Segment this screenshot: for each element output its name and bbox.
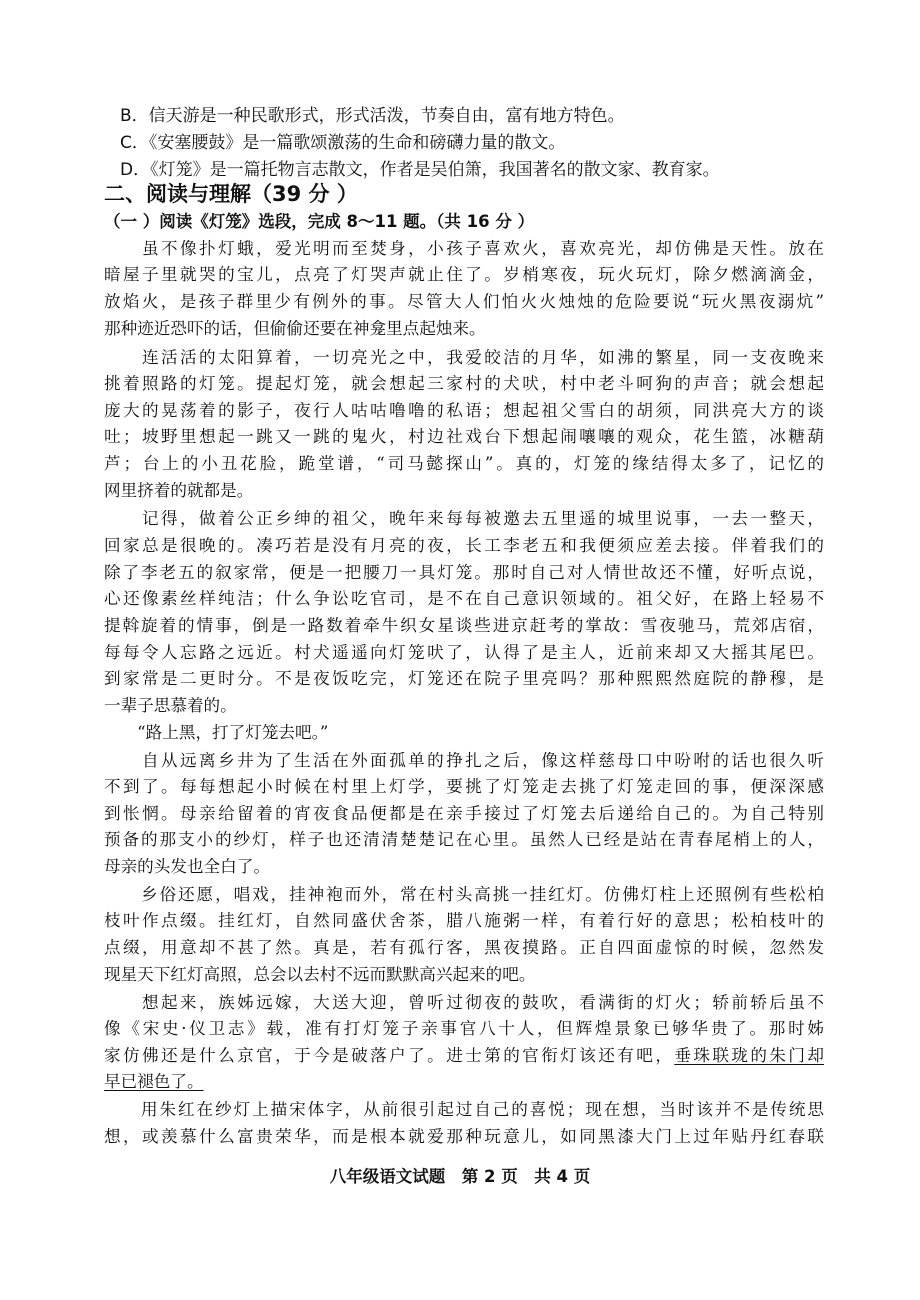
passage-line: 乡俗还愿，唱戏，挂神袍而外，常在村头高挑一挂红灯。仿佛灯柱上还照例有些松柏 bbox=[104, 885, 824, 904]
passage-line: 用朱红在纱灯上描宋体字，从前很引起过自己的喜悦；现在想，当时该并不是传统思 bbox=[104, 1100, 824, 1119]
passage-line: 放焰火，是孩子群里少有例外的事。尽管大人们怕火火烛烛的危险要说“玩火黑夜溺炕” bbox=[104, 292, 824, 311]
passage-line: 点缀，用意却不甚了然。真是，若有孤行客，黑夜摸路。正自四面虚惊的时候，忽然发 bbox=[104, 938, 824, 957]
passage-line: 挑着照路的灯笼。提起灯笼，就会想起三家村的犬吠，村中老斗呵狗的声音；就会想起 bbox=[104, 374, 824, 393]
passage-line: 连活活的太阳算着，一切亮光之中，我爱皎洁的月华，如沸的繁星，同一支夜晚来 bbox=[104, 348, 824, 367]
section-title: 二、阅读与理解（39 分 ） bbox=[104, 182, 358, 206]
passage-line bbox=[104, 1069, 824, 1095]
subsection-title: （一 ）阅读《灯笼》选段，完成 8～11 题。（共 16 分 ） bbox=[104, 212, 535, 231]
passage-line: 每每令人忘路之远近。村犬遥遥向灯笼吠了，认得了是主人，近前来却又大摇其尾巴。 bbox=[104, 643, 824, 662]
passage-line bbox=[104, 1043, 824, 1069]
passage-line: 那种迹近恐吓的话，但偷偷还要在神龛里点起烛来。 bbox=[104, 319, 486, 338]
passage-line: 一辈子思慕着的。 bbox=[104, 696, 237, 715]
passage-line: 虽不像扑灯蛾，爱光明而至焚身，小孩子喜欢火，喜欢亮光，却仿佛是天性。放在 bbox=[104, 239, 824, 258]
passage-line: 到家常是二更时分。不是夜饭吃完，灯笼还在院子里亮吗？那种熙熙然庭院的静穆，是 bbox=[104, 669, 824, 688]
passage-line: “路上黑，打了灯笼去吧。” bbox=[104, 723, 329, 742]
passage-line: 母亲的头发也全白了。 bbox=[104, 857, 270, 876]
passage-line: 自从远离乡井为了生活在外面孤单的挣扎之后，像这样慈母口中吩咐的话也很久听 bbox=[104, 751, 824, 770]
passage-line: 暗屋子里就哭的宝儿，点亮了灯哭声就止住了。岁梢寒夜，玩火玩灯，除夕燃滴滴金， bbox=[104, 265, 824, 284]
passage-line: 回家总是很晚的。凑巧若是没有月亮的夜，长工李老五和我便须应差去接。伴着我们的 bbox=[104, 536, 824, 555]
underlined-phrase-end: 早已褪色了。 bbox=[104, 1072, 204, 1091]
passage-line: 庞大的晃荡着的影子，夜行人咕咕噜噜的私语；想起祖父雪白的胡须，同洪亮大方的谈 bbox=[104, 401, 824, 420]
passage-line: 枝叶作点缀。挂红灯，自然同盛伏舍茶，腊八施粥一样，有着行好的意思；松柏枝叶的 bbox=[104, 911, 824, 930]
passage-line: 预备的那支小的纱灯，样子也还清清楚楚记在心里。虽然人已经是站在青春尾梢上的人， bbox=[104, 830, 824, 849]
passage-line: 提斡旋着的情事，倒是一路数着牵牛织女星谈些进京赶考的掌故：雪夜驰马，荒郊店宿， bbox=[104, 616, 824, 635]
passage-line: 不到了。每每想起小时候在村里上灯学，要挑了灯笼走去挑了灯笼走回的事，便深深感 bbox=[104, 777, 824, 796]
option-b: B．信天游是一种民歌形式，形式活泼，节奏自由，富有地方特色。 bbox=[120, 106, 625, 126]
passage-line: 除了李老五的叙家常，便是一把腰刀一具灯笼。那时自己对人情世故还不懂，好听点说， bbox=[104, 563, 824, 582]
passage-line: 现星天下红灯高照，总会以去村不远而默默高兴起来的吧。 bbox=[104, 965, 536, 984]
passage-line: 像《宋史·仪卫志》载，准有打灯笼子亲事官八十人，但辉煌景象已够华贵了。那时姊 bbox=[104, 1019, 824, 1038]
passage-line: 吐；坡野里想起一跳又一跳的鬼火，村边社戏台下想起闹嚷嚷的观众，花生篮，冰糖葫 bbox=[104, 427, 824, 446]
passage-line: 想，或羡慕什么富贵荣华，而是根本就爱那种玩意儿，如同黑漆大门上过年贴丹红春联 bbox=[104, 1127, 824, 1146]
passage-line: 心还像素丝样纯洁；什么争讼吃官司，是不在自己意识领域的。祖父好，在路上轻易不 bbox=[104, 589, 824, 608]
passage-line: 网里挤着的就都是。 bbox=[104, 481, 254, 500]
passage-line: 想起来，族姊远嫁，大送大迎，曾听过彻夜的鼓吹，看满街的灯火；轿前轿后虽不 bbox=[104, 993, 824, 1012]
option-c: C．《安塞腰鼓》是一篇歌颂激荡的生命和磅礴力量的散文。 bbox=[120, 133, 566, 153]
passage-line-text: 家仿佛还是什么京官，于今是破落户了。进士第的官衔灯该还有吧， bbox=[104, 1046, 675, 1065]
passage-line: 到怅惘。母亲给留着的宵夜食品便都是在亲手接过了灯笼去后递给自己的。为自己特别 bbox=[104, 804, 824, 823]
passage-line: 芦；台上的小丑花脸，跪堂谱，“司马懿探山”。真的，灯笼的缘结得太多了，记忆的 bbox=[104, 454, 824, 473]
underlined-phrase: 垂珠联珑的朱门却 bbox=[674, 1046, 824, 1065]
option-d: D．《灯笼》是一篇托物言志散文，作者是吴伯箫，我国著名的散文家、教育家。 bbox=[120, 160, 720, 180]
page-footer: 八年级语文试题 第 2 页 共 4 页 bbox=[329, 1167, 591, 1186]
passage-line: 记得，做着公正乡绅的祖父，晚年来每每被邀去五里遥的城里说事，一去一整天， bbox=[104, 509, 824, 528]
